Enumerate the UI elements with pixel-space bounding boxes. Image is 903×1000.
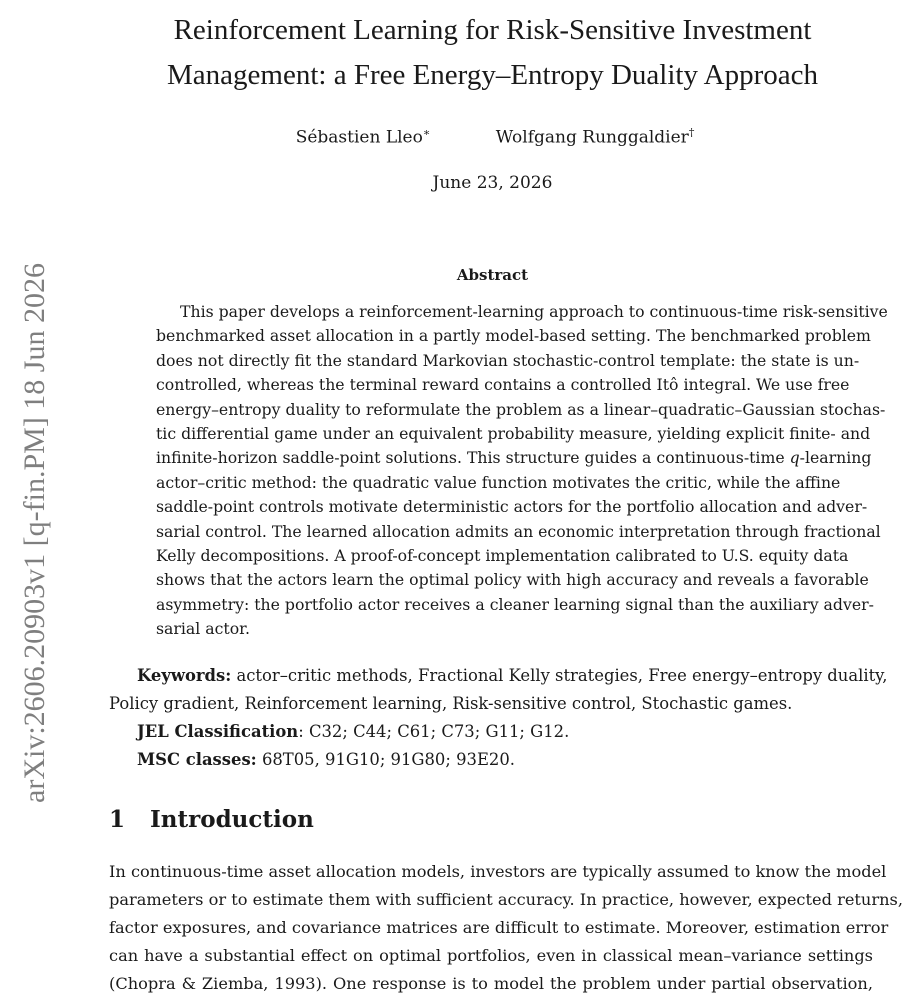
author-2-footnote-mark: † (688, 126, 695, 139)
author-2-name: Wolfgang Runggaldier (495, 127, 689, 148)
paper-title-line-2: Management: a Free Energy–Entropy Duality Approach (167, 59, 818, 91)
paper-date: June 23, 2026 (432, 173, 553, 193)
author-1 (296, 126, 431, 148)
intro-line: factor exposures, and covariance matrices are difficult to estimate. Moreover, estimation error (109, 918, 889, 937)
keywords-line-1 (109, 662, 888, 690)
abstract-line: sarial control. The learned allocation admits an economic interpretation through fractional (156, 521, 881, 541)
introduction-body (109, 858, 903, 998)
section-heading-introduction (109, 806, 314, 833)
author-2 (496, 126, 695, 148)
abstract-line-with-q (156, 446, 872, 470)
q-learning-suffix: -learning (799, 448, 872, 468)
msc-label: MSC classes: (137, 750, 257, 769)
intro-line: can have a substantial effect on optimal portfolios, even in classical mean–variance settings (109, 946, 873, 965)
intro-line: parameters or to estimate them with sufficient accuracy. In practice, however, expected returns, (109, 890, 903, 909)
paper-title-line-1: Reinforcement Learning for Risk-Sensitive Investment (173, 14, 812, 46)
msc-classes-line (109, 746, 873, 774)
msc-value: 68T05, 91G10; 91G80; 93E20. (256, 750, 515, 769)
abstract-line: actor–critic method: the quadratic value function motivates the critic, while the affine (156, 472, 841, 492)
arxiv-identifier-text: arXiv:2606.20903v1 [q-fin.PM] 18 Jun 2026 (18, 263, 52, 803)
intro-line: In continuous-time asset allocation models, investors are typically assumed to know the model (109, 862, 887, 881)
section-number: 1 (109, 806, 126, 833)
abstract-heading: Abstract (456, 266, 529, 284)
keywords-line-2: Policy gradient, Reinforcement learning, Risk-sensitive control, Stochastic games. (109, 694, 793, 713)
abstract-line: does not directly fit the standard Markovian stochastic-control template: the state is un- (156, 350, 860, 370)
abstract-line: sarial actor. (156, 619, 250, 639)
author-1-footnote-mark: ∗ (422, 126, 431, 139)
q-variable: q (789, 448, 800, 468)
keywords-label: Keywords: (137, 666, 232, 685)
abstract-line: tic differential game under an equivalent probability measure, yielding explicit finite- and (156, 424, 871, 444)
abstract-line-text: infinite-horizon saddle-point solutions. This structure guides a continuous-time (156, 448, 785, 468)
keywords-text-1: actor–critic methods, Fractional Kelly strategies, Free energy–entropy duality, (231, 666, 888, 685)
jel-classification-line (109, 718, 873, 746)
abstract-body (156, 300, 888, 642)
intro-line: (Chopra & Ziemba, 1993). One response is to model the problem under partial observation, (109, 974, 873, 993)
abstract-line: benchmarked asset allocation in a partly model-based setting. The benchmarked problem (156, 326, 871, 346)
arxiv-identifier-stamp (17, 218, 53, 848)
section-title: Introduction (150, 806, 314, 833)
abstract-line: saddle-point controls motivate deterministic actors for the portfolio allocation and adver- (156, 497, 868, 517)
jel-label: JEL Classification (137, 722, 299, 741)
author-list (245, 126, 745, 148)
abstract-line: shows that the actors learn the optimal policy with high accuracy and reveals a favorable (156, 570, 869, 590)
abstract-line: asymmetry: the portfolio actor receives a cleaner learning signal than the auxiliary adver- (156, 594, 874, 614)
abstract-line: This paper develops a reinforcement-learning approach to continuous-time risk-sensitive (180, 302, 888, 321)
abstract-line: energy–entropy duality to reformulate the problem as a linear–quadratic–Gaussian stochas- (156, 399, 886, 419)
abstract-line: Kelly decompositions. A proof-of-concept implementation calibrated to U.S. equity data (156, 546, 849, 566)
keywords-block (109, 662, 888, 774)
abstract-line: controlled, whereas the terminal reward contains a controlled Itô integral. We use free (156, 375, 850, 395)
jel-value: : C32; C44; C61; C73; G11; G12. (298, 722, 570, 741)
author-1-name: Sébastien Lleo (295, 127, 423, 148)
